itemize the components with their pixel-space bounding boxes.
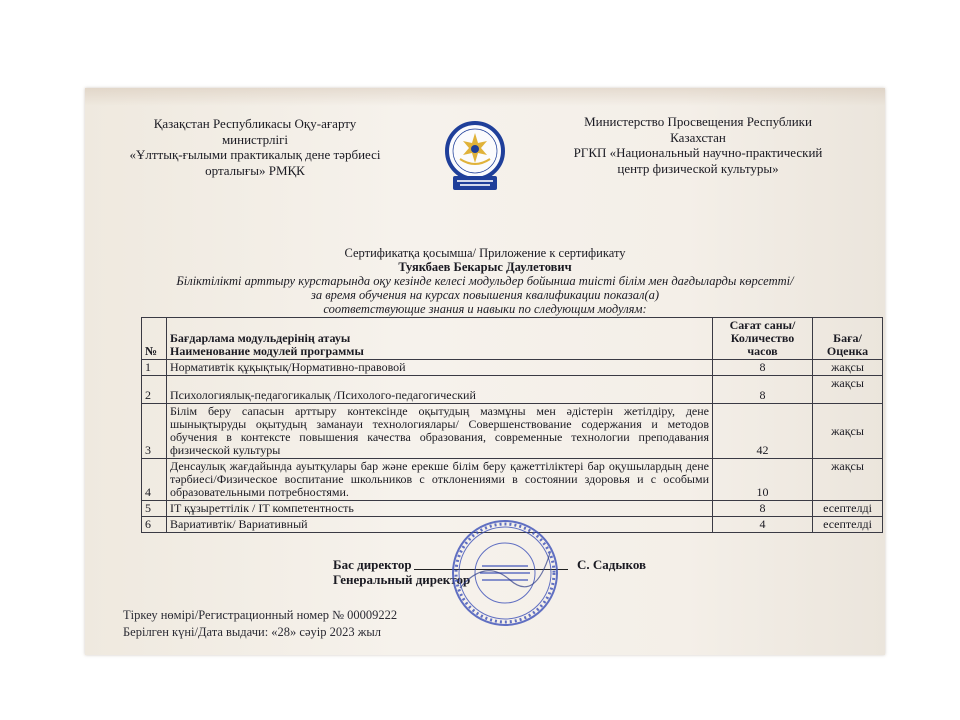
row-num: 4: [142, 459, 167, 501]
row-hours: 8: [713, 360, 813, 376]
center-emblem-logo: [440, 121, 510, 201]
table-row: [142, 376, 883, 404]
table-header-row: [142, 318, 883, 360]
holder-name: Туякбаев Бекарыс Даулетович: [398, 260, 572, 274]
header-left-line-4: орталығы» РМҚК: [205, 162, 305, 178]
row-num: 3: [142, 404, 167, 459]
issue-date: Берілген күні/Дата выдачи: «28» сәуір 2023 жыл: [123, 625, 382, 639]
row-grade: есептелді: [813, 501, 883, 517]
header-left-line-2: министрлігі: [221, 131, 289, 147]
modules-table: [141, 317, 883, 533]
table-row: [142, 404, 883, 459]
header-grade-2: Оценка: [826, 344, 869, 358]
signature-name: С. Садыков: [577, 557, 647, 572]
registration-number: Тіркеу нөмірі/Регистрационный номер № 00009222: [123, 608, 398, 622]
row-module-name: Вариативтік/ Вариативный: [167, 517, 713, 533]
row-hours: 8: [713, 376, 813, 404]
row-grade: жақсы: [813, 376, 883, 404]
signature-title-kz: Бас директор: [333, 557, 412, 572]
statement-kz: Біліктілікті арттыру курстарында оқу кезінде келесі модульдер бойынша тиісті білім мен дағдыларды көрсетті/: [176, 274, 794, 288]
header-name-kz: Бағдарлама модульдерінің атауы: [170, 331, 351, 345]
row-module-name: Денсаулық жағдайында ауытқулары бар және ерекше білім беру қажеттіліктері бар оқушылардың дене тәрбиесі/Физическое воспитание школьников с отклонениями в состоянии здоровья и с особыми образовательными потребностями.: [167, 459, 713, 501]
statement-ru-2: соответствующие знания и навыки по следующим модулям:: [323, 302, 647, 316]
header-grade: [813, 318, 883, 360]
statement-ru-1: за время обучения на курсах повышения квалификации показал(а): [310, 288, 660, 302]
row-hours: 42: [713, 404, 813, 459]
certificate-sheet: [85, 88, 885, 655]
header-hours-2: Количество: [730, 331, 795, 345]
header-right-line-4: центр физической культуры»: [617, 160, 779, 176]
row-num: 1: [142, 360, 167, 376]
row-module-name: IT құзыреттілік / IT компетентность: [167, 501, 713, 517]
header-right-line-3: РГКП «Национальный научно-практический: [573, 145, 823, 160]
row-hours: 8: [713, 501, 813, 517]
official-round-stamp: [450, 518, 560, 628]
row-module-name: Психологиялық-педагогикалық /Психолого-педагогический: [167, 376, 713, 404]
table-row: [142, 501, 883, 517]
row-grade: жақсы: [813, 404, 883, 459]
row-num: 2: [142, 376, 167, 404]
header-name-ru: Наименование модулей программы: [170, 344, 364, 358]
row-grade: есептелді: [813, 517, 883, 533]
header-left-kz: [120, 116, 390, 178]
row-num: 5: [142, 501, 167, 517]
paper-shadow: [85, 88, 885, 106]
appendix-title: Сертификатқа қосымша/ Приложение к сертификату: [344, 246, 626, 260]
header-left-line-3: «Ұлттық-ғылыми практикалық дене тәрбиесі: [129, 147, 381, 162]
row-hours: 4: [713, 517, 813, 533]
header-grade-1: Баға/: [833, 331, 862, 345]
row-module-name: Нормативтік құқықтық/Нормативно-правовой: [167, 360, 713, 376]
header-left-line-1: Қазақстан Республикасы Оқу-ағарту: [153, 116, 357, 131]
header-right-line-1: Министерство Просвещения Республики: [584, 114, 812, 129]
table-row: [142, 459, 883, 501]
row-num: 6: [142, 517, 167, 533]
header-right-ru: [553, 114, 843, 176]
header-hours: [713, 318, 813, 360]
table-row: [142, 360, 883, 376]
row-grade: жақсы: [813, 459, 883, 501]
row-grade: жақсы: [813, 360, 883, 376]
header-module-name: [167, 318, 713, 360]
row-module-name: Білім беру сапасын арттыру контексінде оқытудың мазмұны мен әдістерін жетілдіру, дене шынықтыруды оқытудың заманауи технологиялары/ Совершенствование содержания и методов обучения в контексте повышения качества образования, современные технологии преподавания физической культуры: [167, 404, 713, 459]
header-right-line-2: Казахстан: [670, 129, 726, 145]
header-num: №: [142, 318, 167, 360]
header-hours-1: Сағат саны/: [729, 318, 796, 332]
header-hours-3: часов: [747, 344, 778, 358]
signature-title-ru: Генеральный директор: [333, 572, 471, 587]
row-hours: 10: [713, 459, 813, 501]
